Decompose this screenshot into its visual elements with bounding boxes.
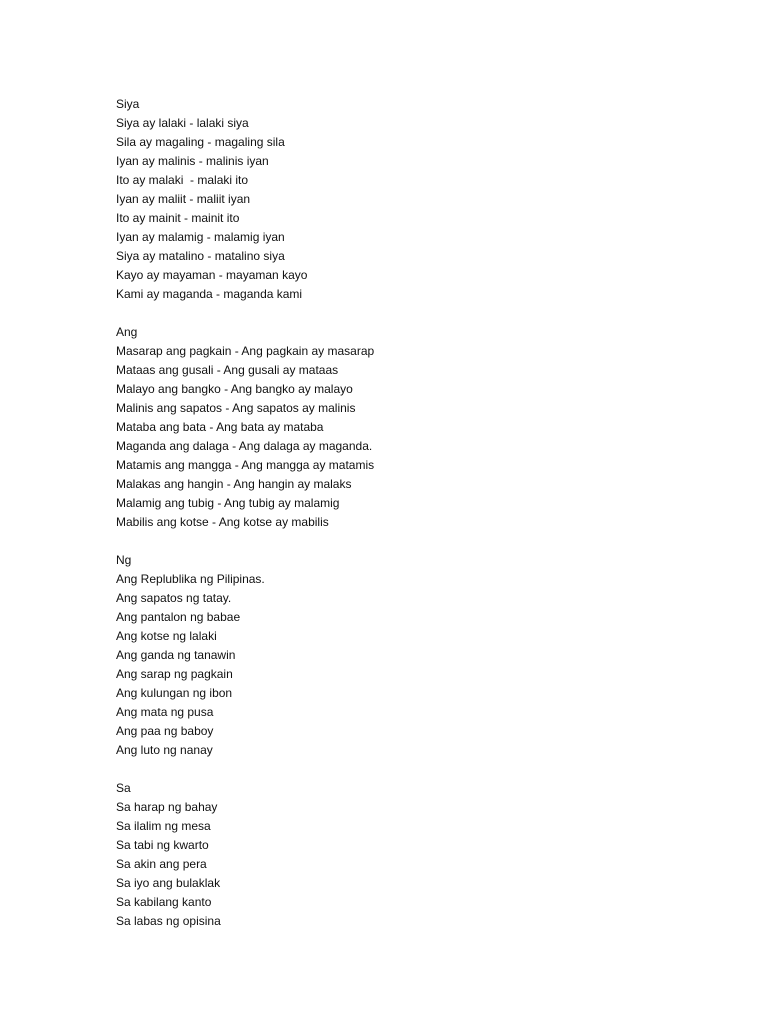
sentence-line: Ang sarap ng pagkain [116, 667, 233, 681]
sentence-line: Sa harap ng bahay [116, 800, 218, 814]
sentence-line: Mataas ang gusali - Ang gusali ay mataas [116, 363, 339, 377]
sentence-line: Ang paa ng baboy [116, 724, 214, 738]
section-ang [116, 323, 716, 532]
sentence-line: Sa tabi ng kwarto [116, 838, 209, 852]
blank-line [116, 532, 716, 551]
sentence-line: Ang kulungan ng ibon [116, 686, 233, 700]
sentence-line: Ang ganda ng tanawin [116, 648, 236, 662]
document-page [116, 95, 716, 931]
section-heading: Ang [116, 325, 138, 339]
sentence-line: Sila ay magaling - magaling sila [116, 135, 285, 149]
sentence-line: Kami ay maganda - maganda kami [116, 287, 303, 301]
sentence-line: Kayo ay mayaman - mayaman kayo [116, 268, 308, 282]
sentence-line: Maganda ang dalaga - Ang dalaga ay maganda. [116, 439, 373, 453]
sentence-line: Ito ay mainit - mainit ito [116, 211, 240, 225]
sentence-line: Sa akin ang pera [116, 857, 207, 871]
sentence-line: Ang luto ng nanay [116, 743, 213, 757]
section-sa [116, 779, 716, 931]
section-heading: Sa [116, 781, 131, 795]
sentence-line: Malayo ang bangko - Ang bangko ay malayo [116, 382, 353, 396]
sentence-line: Mataba ang bata - Ang bata ay mataba [116, 420, 324, 434]
sentence-line: Iyan ay malinis - malinis iyan [116, 154, 269, 168]
sentence-line: Malamig ang tubig - Ang tubig ay malamig [116, 496, 340, 510]
blank-line [116, 304, 716, 323]
sentence-line: Matamis ang mangga - Ang mangga ay matamis [116, 458, 375, 472]
sentence-line: Malinis ang sapatos - Ang sapatos ay malinis [116, 401, 356, 415]
blank-line [116, 760, 716, 779]
sentence-line: Ang mata ng pusa [116, 705, 214, 719]
sentence-line: Masarap ang pagkain - Ang pagkain ay masarap [116, 344, 375, 358]
sentence-line: Ang Replublika ng Pilipinas. [116, 572, 265, 586]
sentence-line: Ang sapatos ng tatay. [116, 591, 232, 605]
sentence-line: Sa ilalim ng mesa [116, 819, 211, 833]
sentence-line: Siya ay matalino - matalino siya [116, 249, 285, 263]
sentence-line: Ang pantalon ng babae [116, 610, 241, 624]
sentence-line: Iyan ay malamig - malamig iyan [116, 230, 285, 244]
sentence-line: Malakas ang hangin - Ang hangin ay malaks [116, 477, 352, 491]
sentence-line: Sa labas ng opisina [116, 914, 221, 928]
section-siya [116, 95, 716, 304]
sentence-line: Ito ay malaki - malaki ito [116, 173, 249, 187]
sentence-line: Sa iyo ang bulaklak [116, 876, 221, 890]
sentence-line: Siya ay lalaki - lalaki siya [116, 116, 249, 130]
sentence-line: Ang kotse ng lalaki [116, 629, 217, 643]
section-ng [116, 551, 716, 760]
sentence-line: Mabilis ang kotse - Ang kotse ay mabilis [116, 515, 329, 529]
section-heading: Ng [116, 553, 132, 567]
sentence-line: Iyan ay maliit - maliit iyan [116, 192, 251, 206]
section-heading: Siya [116, 97, 140, 111]
sentence-line: Sa kabilang kanto [116, 895, 212, 909]
